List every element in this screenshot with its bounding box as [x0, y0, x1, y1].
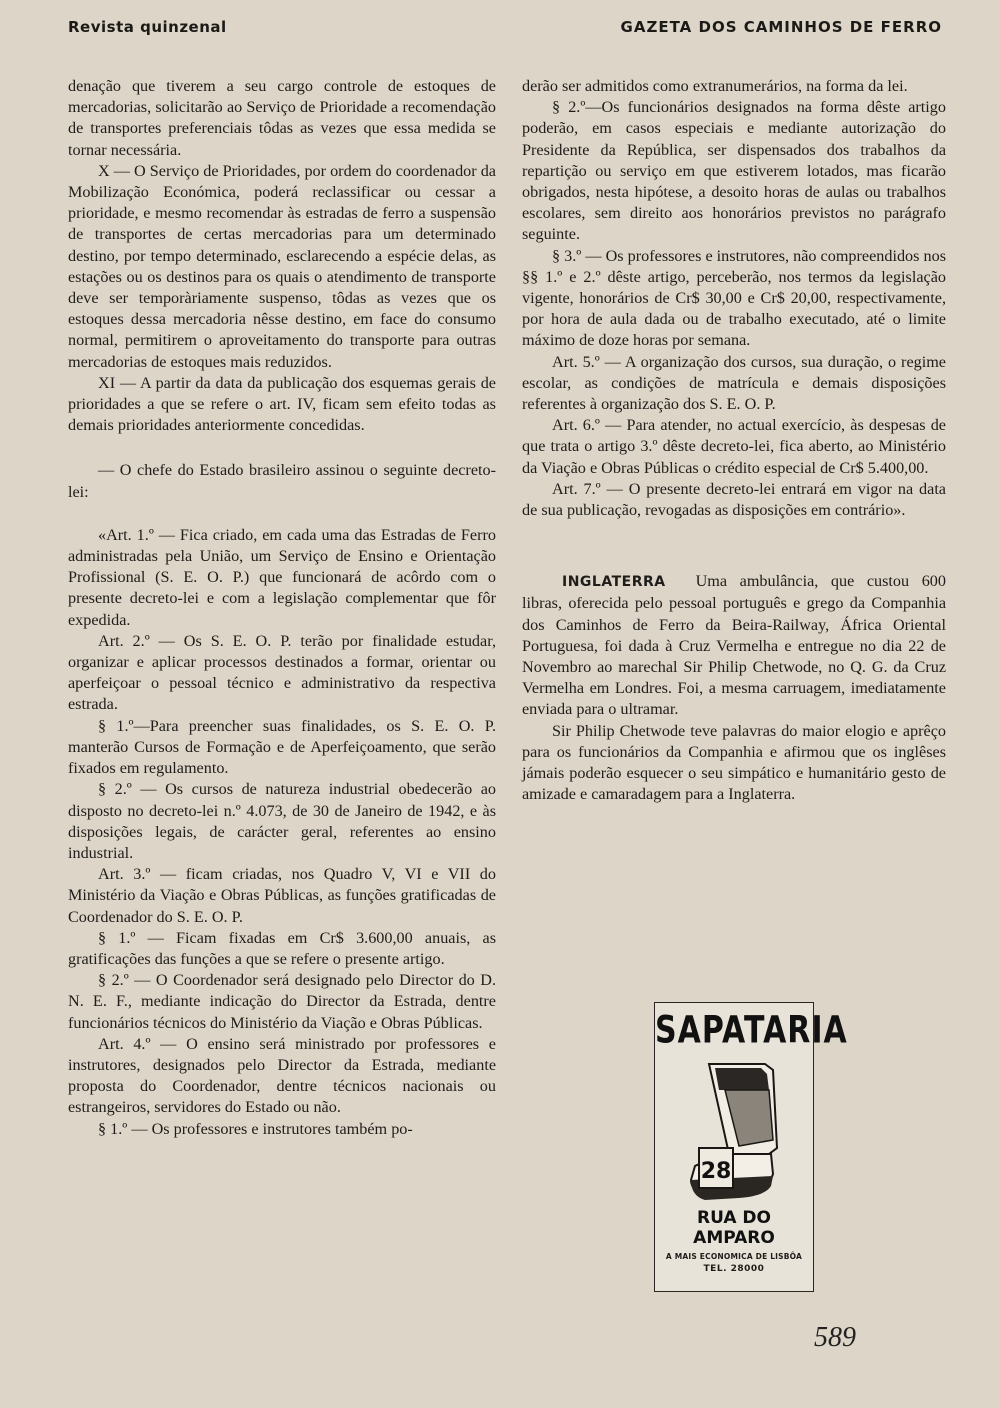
paragraph: § 2.º — Os cursos de natureza industrial obedecerão ao disposto no decreto-lei n.º 4.073, de 30 de Janeiro de 1942, e às disposições legais, de carácter geral, referentes ao ensino industrial. [68, 780, 496, 862]
paragraph: § 1.º — Os professores e instrutores também po- [98, 1119, 413, 1138]
paragraph: Art. 4.º — O ensino será ministrado por professores e instrutores, designados pelo Director da Estrada, mediante proposta do Coordenador, dentre técnicos nacionais ou estrangeiros, servidores do Estado ou não. [68, 1034, 496, 1117]
paragraph: Art. 5.º — A organização dos cursos, sua duração, o regime escolar, as condições de matrícula e demais disposições referentes à organização dos S. E. O. P. [522, 352, 946, 414]
paragraph: Art. 6.º — Para atender, no actual exercício, às despesas de que trata o artigo 3.º dêste decreto-lei, fica aberto, ao Ministério da Viação e Obras Públicas o crédito especial de Cr$ 5.400,00. [522, 416, 946, 477]
advert-number: 28 [700, 1159, 732, 1184]
right-column [522, 76, 946, 806]
inglaterra-text-1: Uma ambulância, que custou 600 libras, oferecida pelo pessoal português e grego da Companhia dos Caminhos de Ferro da Beira-Railway, África Oriental Portuguesa, foi dada à Cruz Vermelha e entregue no dia 22 de Novembro ao marechal Sir Philip Chetwode, no Q. G. da Cruz Vermelha em Londres. Foi, a mesma carruagem, imediatamente enviada para o ultramar. [522, 572, 946, 719]
paragraph: XI — A partir da data da publicação dos esquemas gerais de prioridades a que se refere o art. IV, ficam sem efeito todas as demais prioridades anteriormente concedidas. [68, 373, 496, 435]
boot-illustration [669, 1056, 799, 1206]
advert-subtitle: A MAIS ECONOMICA DE LISBÔA [665, 1252, 803, 1261]
inglaterra-paragraph [522, 571, 946, 720]
paragraph: Art. 3.º — ficam criadas, nos Quadro V, VI e VII do Ministério da Viação e Obras Públicas, as funções gratificadas de Coordenador do S. E. O. P. [68, 865, 496, 926]
paragraph: § 2.º—Os funcionários designados na forma dêste artigo poderão, em casos especiais e mediante autorização do Presidente da República, ser dispensados dos trabalhos da repartição ou serviço em que estiverem lotados, mas ficarão obrigados, nesta hipótese, a desoito horas de aulas ou trabalhos escolares, sem direito aos honorários previstos no parágrafo seguinte. [522, 98, 946, 244]
paragraph: derão ser admitidos como extranumerários, na forma da lei. [522, 77, 908, 95]
paragraph: «Art. 1.º — Fica criado, em cada uma das Estradas de Ferro administradas pela União, um Serviço de Ensino e Orientação Profissional (S. E. O. P.) que funcionará de acôrdo com o presente decreto-lei e com a legislação complementar que fôr expedida. [68, 525, 496, 629]
advert-phone: TEL. 28000 [703, 1264, 765, 1274]
paragraph: Art. 7.º — O presente decreto-lei entrará em vigor na data de sua publicação, revogadas as disposições em contrário». [522, 479, 946, 520]
advert-street: RUA DO AMPARO [693, 1208, 775, 1248]
left-column [68, 76, 496, 1140]
header-left: Revista quinzenal [68, 18, 227, 36]
page-number: 589 [814, 1322, 856, 1353]
shoe-shop-advert [654, 1002, 848, 1292]
paragraph: § 1.º—Para preencher suas finalidades, os S. E. O. P. manterão Cursos de Formação e de Aperfeiçoamento, que serão fixados em regulamento. [68, 716, 496, 778]
paragraph: Sir Philip Chetwode teve palavras do maior elogio e aprêço para os funcionários da Companhia e afirmou que os inglêses jámais poderão esquecer o seu simpático e humanitário gesto de amizade e camaradagem para a Inglaterra. [522, 721, 946, 804]
inglaterra-section [522, 571, 946, 805]
paragraph: § 3.º — Os professores e instrutores, não compreendidos nos §§ 1.º e 2.º dêste artigo, perceberão, nos termos da legislação vigente, honorários de Cr$ 30,00 e Cr$ 20,00, respectivamente, por hora de aula dada ou de trabalho executado, até o limite máximo de doze horas por semana. [522, 246, 946, 350]
section-label: INGLATERRA [562, 574, 666, 591]
paragraph: Art. 2.º — Os S. E. O. P. terão por finalidade estudar, organizar e aplicar processos destinados a formar, orientar ou aperfeiçoar o pessoal técnico e administrativo da respectiva estrada. [68, 631, 496, 714]
paragraph: § 2.º — O Coordenador será designado pelo Director do D. N. E. F., mediante indicação do Director da Estrada, dentre funcionários técnicos do Ministério da Viação e Obras Públicas. [68, 971, 496, 1032]
header-right: GAZETA DOS CAMINHOS DE FERRO [620, 18, 942, 36]
paragraph: denação que tiverem a seu cargo controle de estoques de mercadorias, solicitarão ao Serviço de Prioridade a recomendação de transportes preferenciais tôdas as vezes que essa medida se tornar necessária. [68, 77, 496, 159]
paragraph: — O chefe do Estado brasileiro assinou o seguinte decreto-lei: [68, 461, 496, 501]
advert-title: SAPATARIA [655, 1008, 848, 1053]
paragraph: § 1.º — Ficam fixadas em Cr$ 3.600,00 anuais, as gratificações das funções a que se refere o presente artigo. [68, 928, 496, 968]
paragraph: X — O Serviço de Prioridades, por ordem do coordenador da Mobilização Económica, poderá reclassificar ou cessar a prioridade, e mesmo recomendar às estradas de ferro a suspensão de transportes de certas mercadorias para um determinado destino, por tempo determinado, esclarecendo a espécie delas, as estações ou os destinos para os quais o atendimento de transporte deve ser temporàriamente suspenso, tôdas as vezes que os estoques dessa mercadoria nêsse destino, em face do consumo normal, permitirem o aproveitamento do transporte para outras mercadorias de estoques mais reduzidos. [68, 161, 496, 371]
